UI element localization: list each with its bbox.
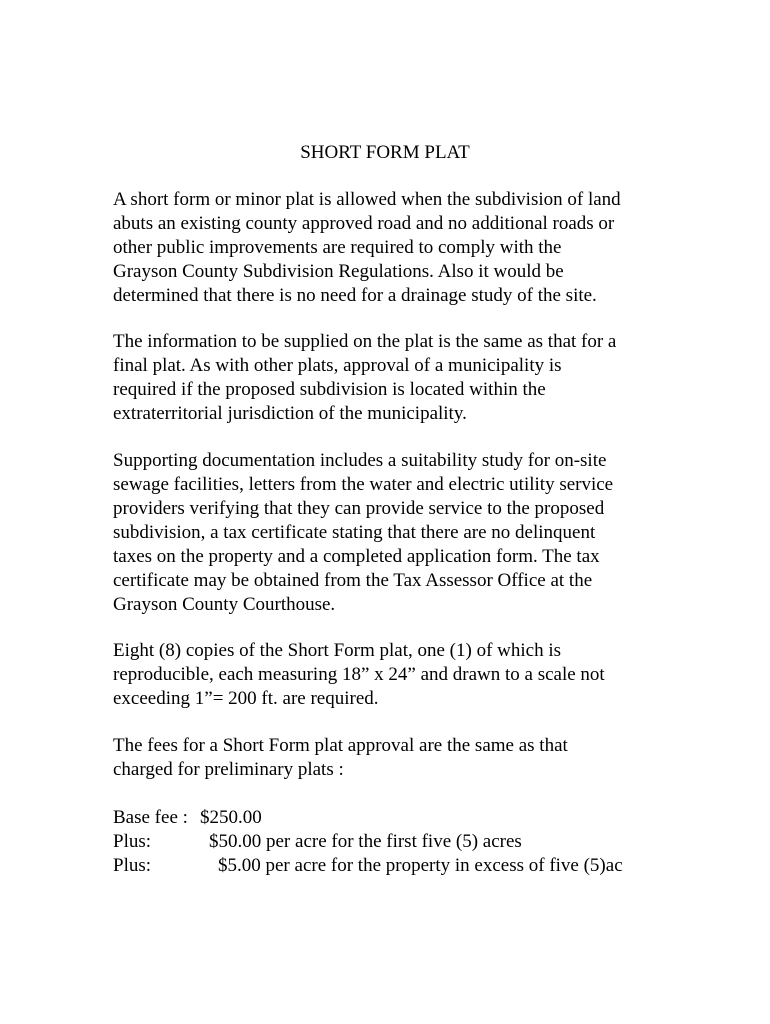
fee-value: $5.00 per acre for the property in excess of five (5)ac — [218, 855, 623, 876]
fee-label: Plus: — [113, 855, 152, 876]
text-line: sewage facilities, letters from the water and electric utility service — [113, 474, 614, 495]
text-line: The fees for a Short Form plat approval are the same as that — [113, 735, 568, 756]
paragraph-fees — [113, 734, 673, 782]
fee-label: Base fee : — [113, 807, 188, 828]
text-line: certificate may be obtained from the Tax Assessor Office at the — [113, 570, 593, 591]
paragraph-intro — [113, 188, 673, 308]
paragraph-information — [113, 330, 673, 426]
paragraph-copies — [113, 639, 673, 711]
text-line: determined that there is no need for a drainage study of the site. — [113, 285, 597, 306]
text-line: final plat. As with other plats, approval of a municipality is — [113, 355, 562, 376]
fee-value: $250.00 — [200, 807, 262, 828]
text-line: Grayson County Courthouse. — [113, 594, 336, 615]
text-line: other public improvements are required to comply with the — [113, 237, 562, 258]
paragraph-supporting-documentation — [113, 449, 673, 617]
text-line: A short form or minor plat is allowed when the subdivision of land — [113, 189, 621, 210]
text-line: taxes on the property and a completed application form. The tax — [113, 546, 600, 567]
text-line: Supporting documentation includes a suitability study for on-site — [113, 450, 607, 471]
text-line: subdivision, a tax certificate stating that there are no delinquent — [113, 522, 596, 543]
text-line: reproducible, each measuring 18” x 24” and drawn to a scale not — [113, 664, 605, 685]
fee-label: Plus: — [113, 831, 152, 852]
fee-value: $50.00 per acre for the first five (5) acres — [209, 831, 522, 852]
text-line: extraterritorial jurisdiction of the municipality. — [113, 403, 467, 424]
text-line: providers verifying that they can provide service to the proposed — [113, 498, 605, 519]
text-line: charged for preliminary plats : — [113, 759, 344, 780]
text-line: required if the proposed subdivision is located within the — [113, 379, 546, 400]
text-line: The information to be supplied on the plat is the same as that for a — [113, 331, 617, 352]
text-line: exceeding 1”= 200 ft. are required. — [113, 688, 379, 709]
text-line: Grayson County Subdivision Regulations. Also it would be — [113, 261, 564, 282]
text-line: abuts an existing county approved road and no additional roads or — [113, 213, 615, 234]
page-title: SHORT FORM PLAT — [300, 142, 470, 163]
text-line: Eight (8) copies of the Short Form plat, one (1) of which is — [113, 640, 562, 661]
